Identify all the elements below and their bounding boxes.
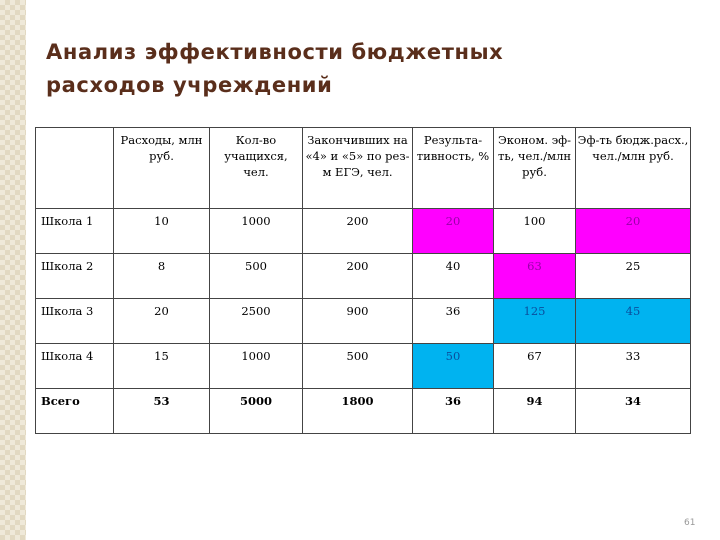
- table-cell: 200: [303, 209, 413, 254]
- table-cell: 36: [413, 389, 494, 434]
- table-total-row: [36, 389, 691, 434]
- table-row: [36, 299, 691, 344]
- header-cell: Эф-ть бюдж.расх., чел./млн руб.: [576, 128, 691, 209]
- table-row: [36, 254, 691, 299]
- decorative-side-strip: [0, 0, 26, 540]
- table-cell: 34: [576, 389, 691, 434]
- table-cell: 100: [494, 209, 576, 254]
- table-cell: 53: [114, 389, 210, 434]
- table-cell: 1000: [210, 209, 303, 254]
- table-header-row: [36, 128, 691, 209]
- highlighted-cell: 63: [494, 254, 576, 299]
- header-cell: Эконом. эф-ть, чел./млн руб.: [494, 128, 576, 209]
- table-cell: 500: [210, 254, 303, 299]
- row-label: Школа 2: [36, 254, 114, 299]
- table-cell: 2500: [210, 299, 303, 344]
- header-cell: Закончивших на «4» и «5» по рез-м ЕГЭ, чел.: [303, 128, 413, 209]
- row-label: Школа 1: [36, 209, 114, 254]
- table-cell: 25: [576, 254, 691, 299]
- title-line-2: расходов учреждений: [46, 73, 333, 97]
- table-cell: 1800: [303, 389, 413, 434]
- table-cell: 33: [576, 344, 691, 389]
- table-cell: 40: [413, 254, 494, 299]
- highlighted-cell: 20: [576, 209, 691, 254]
- table-cell: 15: [114, 344, 210, 389]
- table-cell: 67: [494, 344, 576, 389]
- table-cell: 10: [114, 209, 210, 254]
- efficiency-table: [35, 127, 691, 434]
- table-cell: 20: [114, 299, 210, 344]
- table-row: [36, 209, 691, 254]
- table-cell: 900: [303, 299, 413, 344]
- table-cell: 5000: [210, 389, 303, 434]
- table-cell: 1000: [210, 344, 303, 389]
- highlighted-cell: 45: [576, 299, 691, 344]
- table-cell: 36: [413, 299, 494, 344]
- table-cell: 200: [303, 254, 413, 299]
- table-cell: 94: [494, 389, 576, 434]
- highlighted-cell: 125: [494, 299, 576, 344]
- header-cell: Расходы, млн руб.: [114, 128, 210, 209]
- row-label: Школа 3: [36, 299, 114, 344]
- row-label: Всего: [36, 389, 114, 434]
- table-cell: 8: [114, 254, 210, 299]
- highlighted-cell: 50: [413, 344, 494, 389]
- header-cell: Результа-тивность, %: [413, 128, 494, 209]
- title-line-1: Анализ эффективности бюджетных: [46, 40, 504, 64]
- table-cell: 500: [303, 344, 413, 389]
- slide-title: [46, 36, 666, 102]
- slide-number: 61: [684, 518, 696, 528]
- table-row: [36, 344, 691, 389]
- header-cell: [36, 128, 114, 209]
- header-cell: Кол-во учащихся, чел.: [210, 128, 303, 209]
- highlighted-cell: 20: [413, 209, 494, 254]
- row-label: Школа 4: [36, 344, 114, 389]
